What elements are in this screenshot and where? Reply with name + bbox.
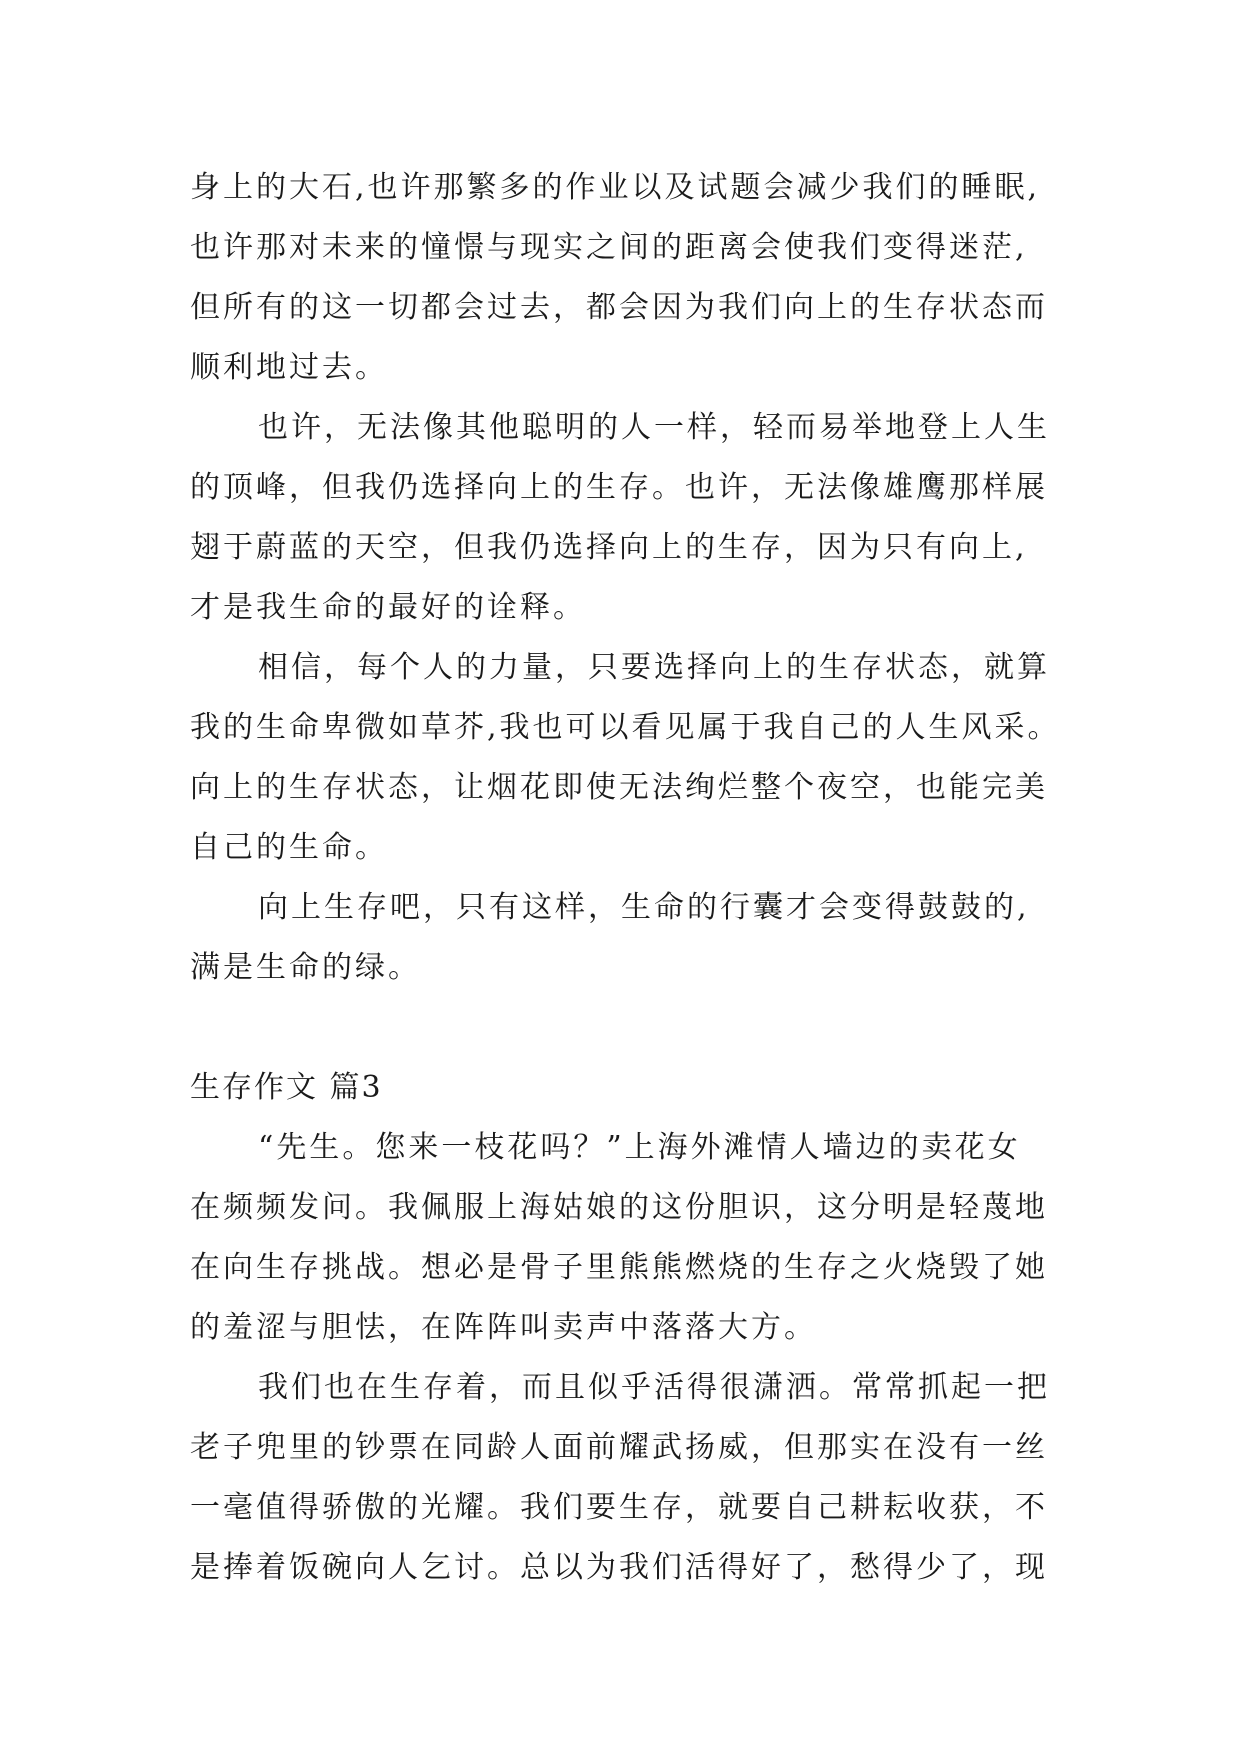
section-heading: 生存作文 篇3 xyxy=(190,1070,383,1105)
text-line: 的顶峰，但我仍选择向上的生存。也许，无法像雄鹰那样展 xyxy=(190,470,1048,505)
text-line: 一毫值得骄傲的光耀。我们要生存，就要自己耕耘收获，不 xyxy=(190,1490,1048,1525)
text-line: 老子兜里的钞票在同龄人面前耀武扬威，但那实在没有一丝 xyxy=(190,1430,1048,1465)
section-gap xyxy=(190,998,1070,1058)
essay-body xyxy=(190,158,1070,1598)
paragraph-first-line: 我们也在生存着，而且似乎活得很潇洒。常常抓起一把 xyxy=(258,1370,1050,1405)
paragraph-first-line: “先生。您来一枝花吗？”上海外滩情人墙边的卖花女 xyxy=(258,1130,1021,1165)
text-line: 顺利地过去。 xyxy=(190,350,388,385)
paragraph-first-line: 也许，无法像其他聪明的人一样，轻而易举地登上人生 xyxy=(258,410,1050,445)
text-line: 自己的生命。 xyxy=(190,830,388,865)
paragraph-first-line: 相信，每个人的力量，只要选择向上的生存状态，就算 xyxy=(258,650,1050,685)
text-line: 身上的大石,也许那繁多的作业以及试题会减少我们的睡眠, xyxy=(190,170,1041,205)
text-line: 翅于蔚蓝的天空，但我仍选择向上的生存，因为只有向上, xyxy=(190,530,1028,565)
text-line: 满是生命的绿。 xyxy=(190,950,421,985)
text-line: 的羞涩与胆怯，在阵阵叫卖声中落落大方。 xyxy=(190,1310,817,1345)
text-line: 也许那对未来的憧憬与现实之间的距离会使我们变得迷茫, xyxy=(190,230,1028,265)
paragraph-first-line: 向上生存吧，只有这样，生命的行囊才会变得鼓鼓的, xyxy=(258,890,1030,925)
text-line: 但所有的这一切都会过去，都会因为我们向上的生存状态而 xyxy=(190,290,1048,325)
text-line: 在向生存挑战。想必是骨子里熊熊燃烧的生存之火烧毁了她 xyxy=(190,1250,1048,1285)
text-line: 我的生命卑微如草芥,我也可以看见属于我自己的人生风采。 xyxy=(190,710,1061,745)
text-line: 才是我生命的最好的诠释。 xyxy=(190,590,586,625)
text-line: 向上的生存状态，让烟花即使无法绚烂整个夜空，也能完美 xyxy=(190,770,1048,805)
text-line: 在频频发问。我佩服上海姑娘的这份胆识，这分明是轻蔑地 xyxy=(190,1190,1048,1225)
text-line: 是捧着饭碗向人乞讨。总以为我们活得好了，愁得少了，现 xyxy=(190,1550,1048,1585)
